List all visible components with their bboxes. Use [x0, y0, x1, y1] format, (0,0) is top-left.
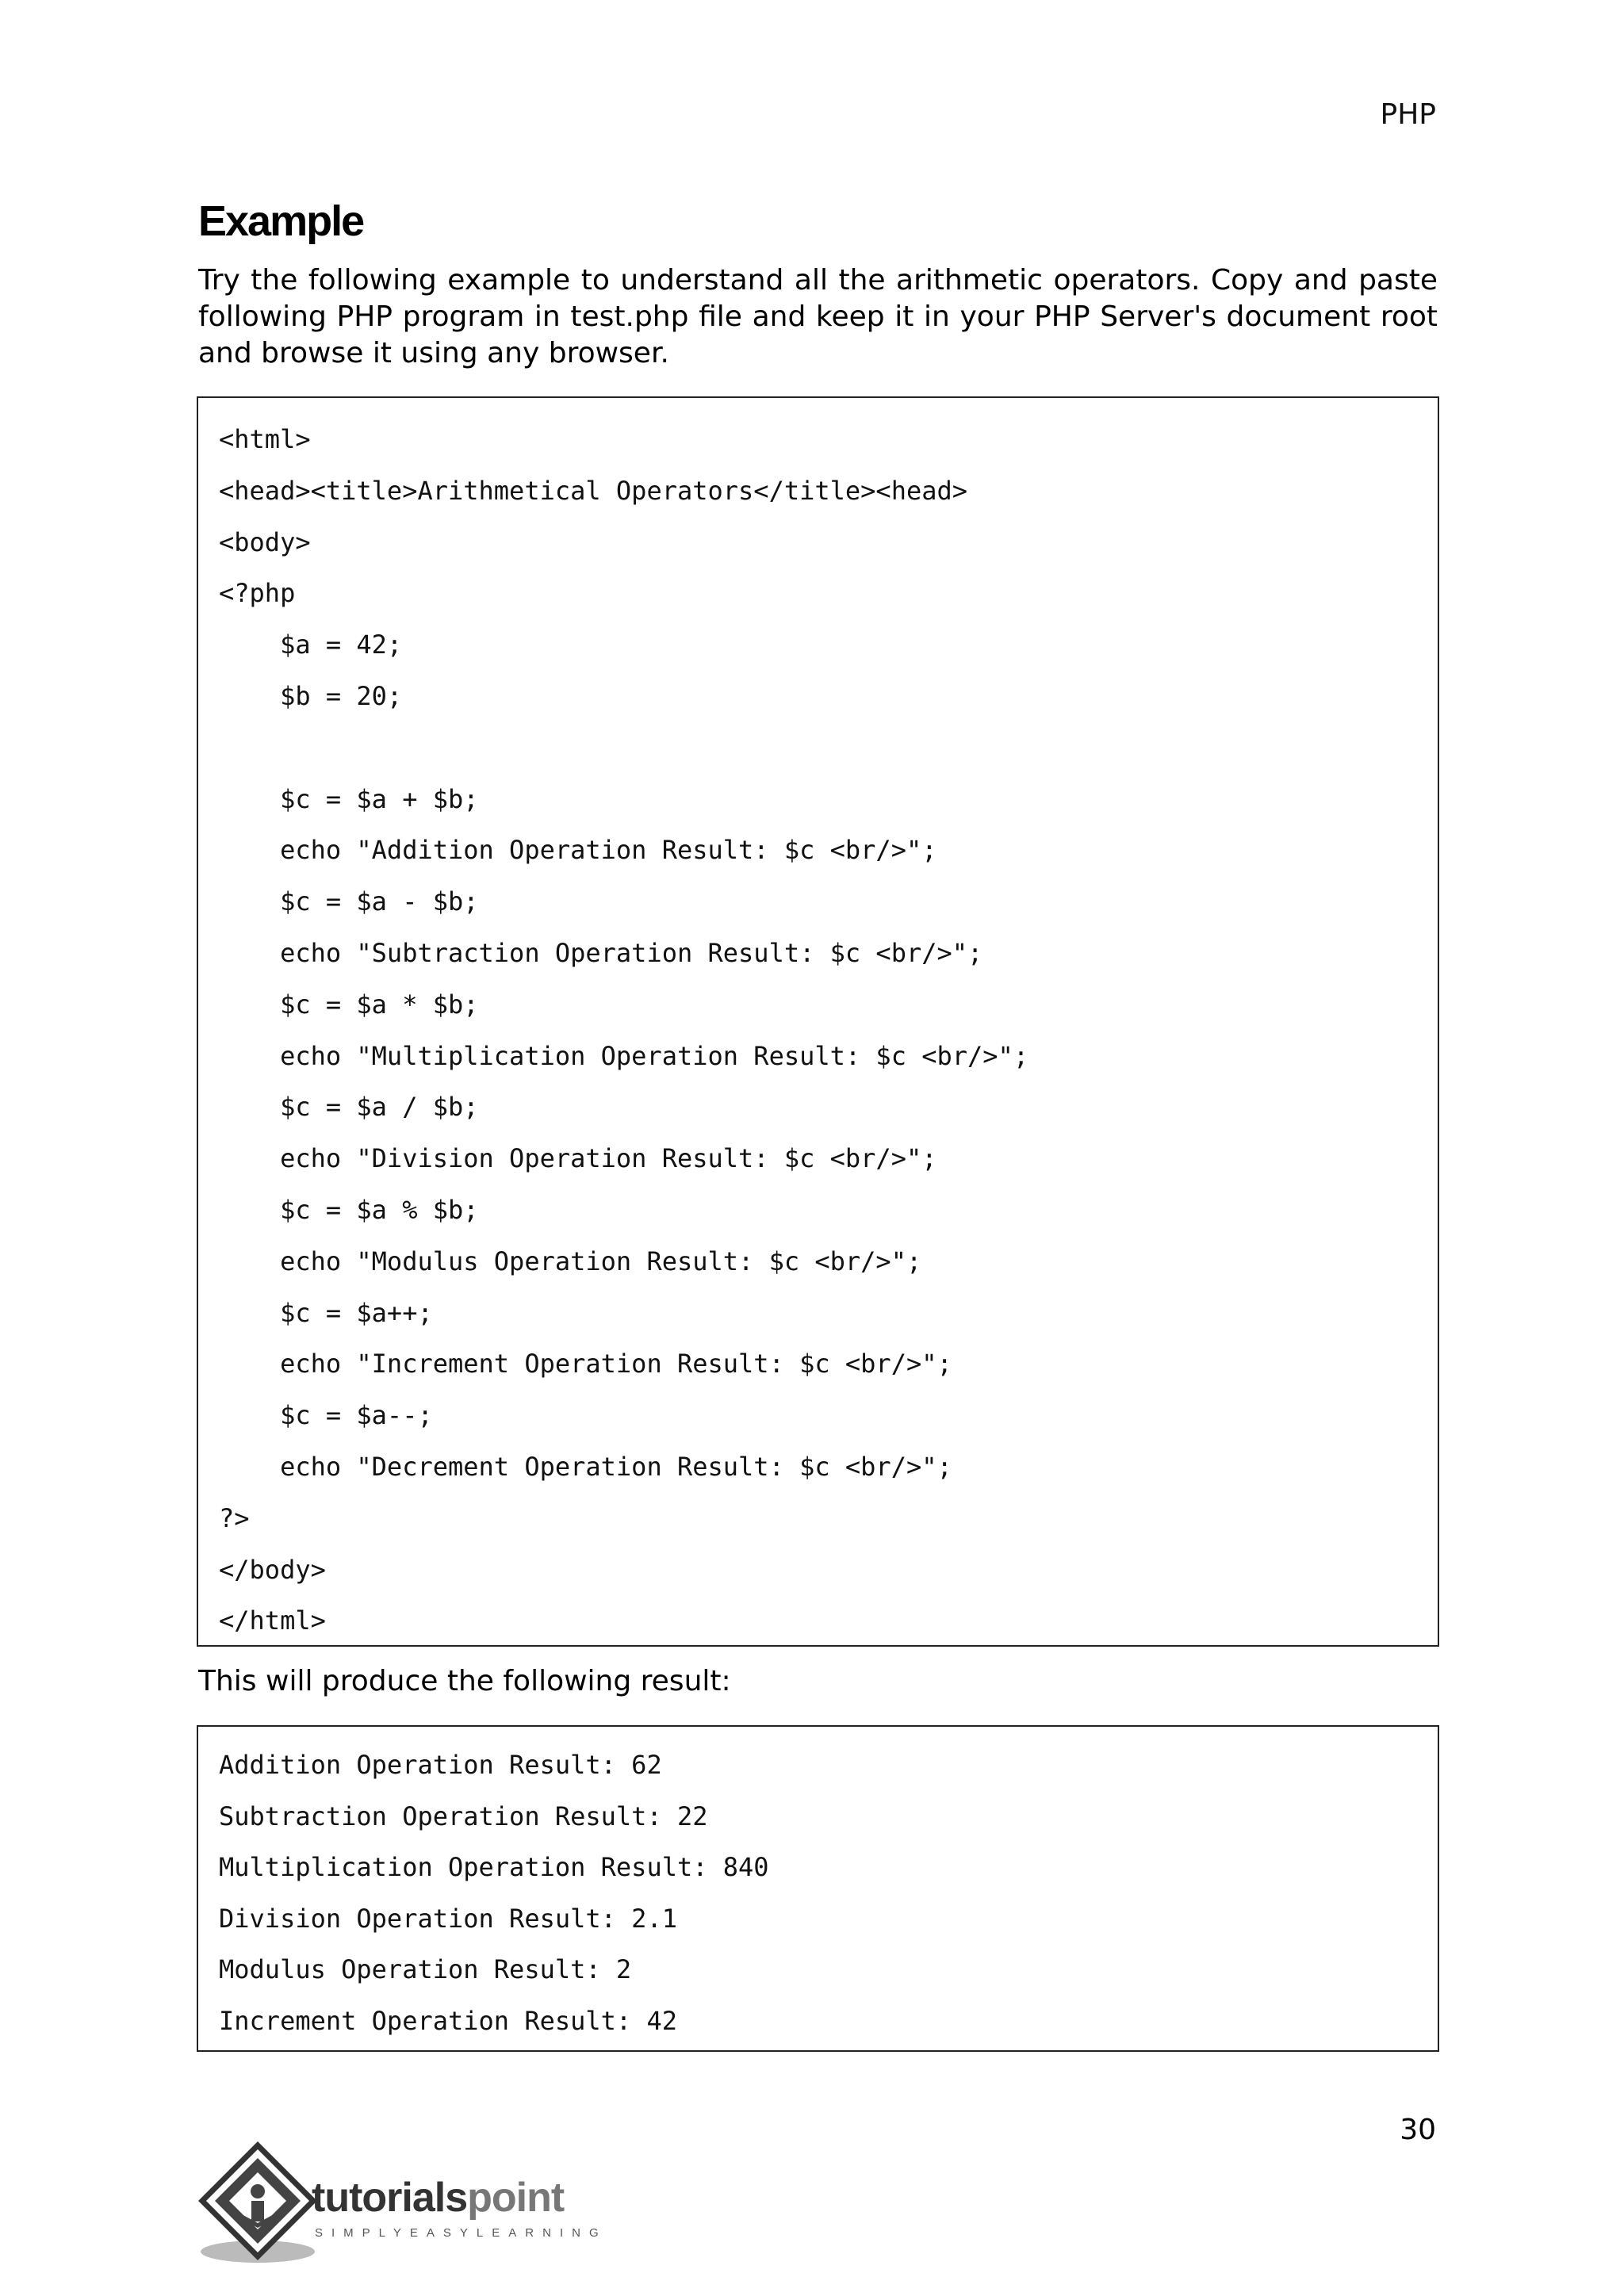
code-line: echo "Addition Operation Result: $c <br/>";	[219, 835, 937, 866]
code-line	[219, 722, 1417, 774]
intro-paragraph: Try the following example to understand all the arithmetic operators. Copy and paste following PHP program in test.php file and keep it in your PHP Server's document root and browse it using any browser.	[198, 264, 1438, 369]
output-line: Addition Operation Result: 62	[219, 1750, 662, 1780]
code-line: <?php	[219, 578, 296, 609]
code-line: echo "Decrement Operation Result: $c <br/>";	[219, 1451, 952, 1482]
result-intro-text: This will produce the following result:	[198, 1665, 731, 1697]
code-line: $c = $a - $b;	[219, 886, 479, 917]
output-line: Subtraction Operation Result: 22	[219, 1800, 708, 1831]
logo-wordmark: tutorialspoint	[312, 2175, 565, 2221]
code-block	[197, 396, 1439, 1647]
code-line: $c = $a--;	[219, 1400, 433, 1431]
code-line: $c = $a++;	[219, 1297, 433, 1328]
code-line: ?>	[219, 1502, 250, 1533]
code-line: echo "Subtraction Operation Result: $c <br/>";	[219, 937, 983, 968]
code-line: echo "Division Operation Result: $c <br/>";	[219, 1143, 937, 1174]
output-block	[197, 1725, 1439, 2052]
page-number: 30	[1400, 2114, 1436, 2146]
code-line: $b = 20;	[219, 680, 403, 711]
output-line: Multiplication Operation Result: 840	[219, 1852, 769, 1883]
code-line: echo "Increment Operation Result: $c <br/>";	[219, 1349, 952, 1380]
code-line: </body>	[219, 1554, 326, 1585]
code-line: echo "Modulus Operation Result: $c <br/>";	[219, 1246, 922, 1276]
publisher-logo	[194, 2141, 607, 2267]
running-header: PHP	[1380, 98, 1436, 131]
code-line: <html>	[219, 424, 311, 454]
code-line: echo "Multiplication Operation Result: $c <br/>";	[219, 1040, 1029, 1071]
output-line: Increment Operation Result: 42	[219, 2005, 677, 2036]
code-line: $a = 42;	[219, 629, 403, 660]
section-heading: Example	[198, 197, 364, 245]
tutorialspoint-logo-icon	[194, 2141, 321, 2267]
code-line: <body>	[219, 526, 311, 557]
code-line: <head><title>Arithmetical Operators</title><head>	[219, 475, 968, 506]
logo-tagline: SIMPLYEASYLEARNING	[315, 2226, 607, 2240]
output-line: Division Operation Result: 2.1	[219, 1903, 677, 1934]
code-line: </html>	[219, 1605, 326, 1636]
output-line: Modulus Operation Result: 2	[219, 1954, 632, 1985]
code-line: $c = $a * $b;	[219, 989, 479, 1020]
code-line: $c = $a / $b;	[219, 1092, 479, 1123]
code-line: $c = $a + $b;	[219, 783, 479, 814]
code-line: $c = $a % $b;	[219, 1194, 479, 1225]
